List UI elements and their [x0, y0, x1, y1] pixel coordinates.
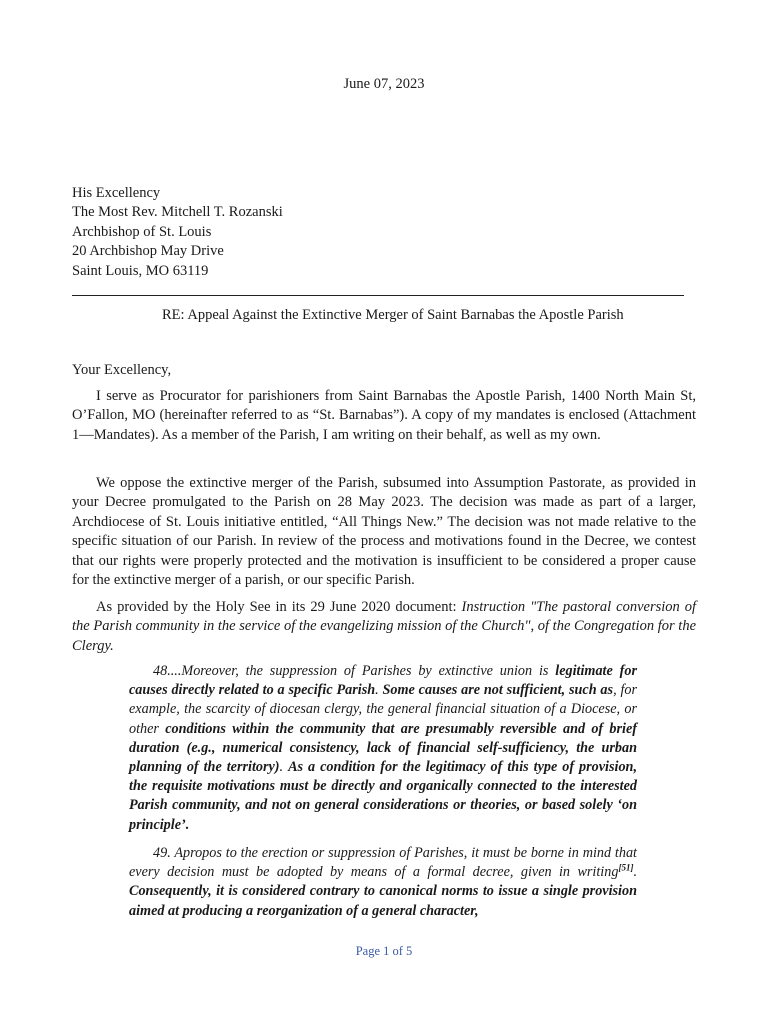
- quote-48-text-3: , for example, the scarcity of diocesan clergy, the general financial situation of a Diocese, or other: [129, 682, 638, 737]
- block-quote-48: [129, 662, 637, 835]
- body-paragraph-3: [72, 598, 696, 656]
- quote-48-bold-2: Some causes are not sufficient, such as: [382, 682, 614, 699]
- quote-48-text-2: .: [375, 682, 383, 699]
- letter-date: June 07, 2023: [343, 76, 425, 92]
- page-number-footer: Page 1 of 5: [355, 944, 413, 958]
- quote-48-bold-4: As a condition for the legitimacy of this type of provision, the requisite motivations must be directly and organically connected to the interested Parish community, and not on general considerations or theories, or based solely ‘on principle’.: [129, 759, 637, 833]
- recipient-line-5: Saint Louis, MO 63119: [72, 262, 209, 279]
- body-paragraph-2: We oppose the extinctive merger of the Parish, subsumed into Assumption Pastorate, as provided in your Decree promulgated to the Parish on 28 May 2023. The decision was made as part of a larger, Archdiocese of St. Louis initiative entitled, “All Things New.” The decision was not made relative to the specific situation of our Parish. In review of the process and motivations found in the Decree, we contest that our rights were properly protected and the motivation is insufficient to be considered a proper cause for the extinctive merger of a parish, or our specific Parish.: [72, 475, 696, 589]
- quote-48-bold-3: conditions within the community that are presumably reversible and of brief duration (e.g., numerical consistency, lack of financial self-sufficiency, the urban planning of the territory): [129, 720, 637, 776]
- recipient-line-1: His Excellency: [72, 185, 161, 201]
- document-citation: Instruction "The pastoral conversion of the Parish community in the service of the evangelizing mission of the Church", of the Congregation for the Clergy.: [72, 599, 697, 654]
- horizontal-divider: [72, 295, 684, 296]
- quote-49-text-2: .: [633, 864, 637, 881]
- salutation: Your Excellency,: [72, 362, 172, 378]
- quote-48-bold-1: legitimate for causes directly related to a specific Parish: [129, 663, 637, 699]
- quote-49-text-1: 49. Apropos to the erection or suppression of Parishes, it must be borne in mind that every decision must be adopted by means of a formal decree, given in writing: [129, 845, 637, 881]
- quote-48-text-1: 48....Moreover, the suppression of Parishes by extinctive union is: [153, 663, 556, 679]
- recipient-line-3: Archbishop of St. Louis: [72, 223, 212, 240]
- block-quote-49: [129, 844, 637, 921]
- recipient-address: [72, 184, 283, 281]
- body-paragraph-1: I serve as Procurator for parishioners from Saint Barnabas the Apostle Parish, 1400 North Main St, O’Fallon, MO (hereinafter referred to as “St. Barnabas”). A copy of my mandates is enclosed (Attachment 1—Mandates). As a member of the Parish, I am writing on their behalf, as well as my own.: [72, 388, 696, 443]
- quote-48-text-4: .: [279, 759, 289, 776]
- subject-line: RE: Appeal Against the Extinctive Merger of Saint Barnabas the Apostle Parish: [162, 307, 624, 323]
- quote-49-bold-1: Consequently, it is considered contrary to canonical norms to issue a single provision aimed at producing a reorganization of a general character,: [129, 883, 637, 919]
- recipient-line-2: The Most Rev. Mitchell T. Rozanski: [72, 204, 283, 221]
- footnote-reference[interactable]: [51]: [618, 862, 634, 873]
- recipient-line-4: 20 Archbishop May Drive: [72, 243, 224, 260]
- paragraph-3-intro: As provided by the Holy See in its 29 June 2020 document:: [96, 599, 462, 615]
